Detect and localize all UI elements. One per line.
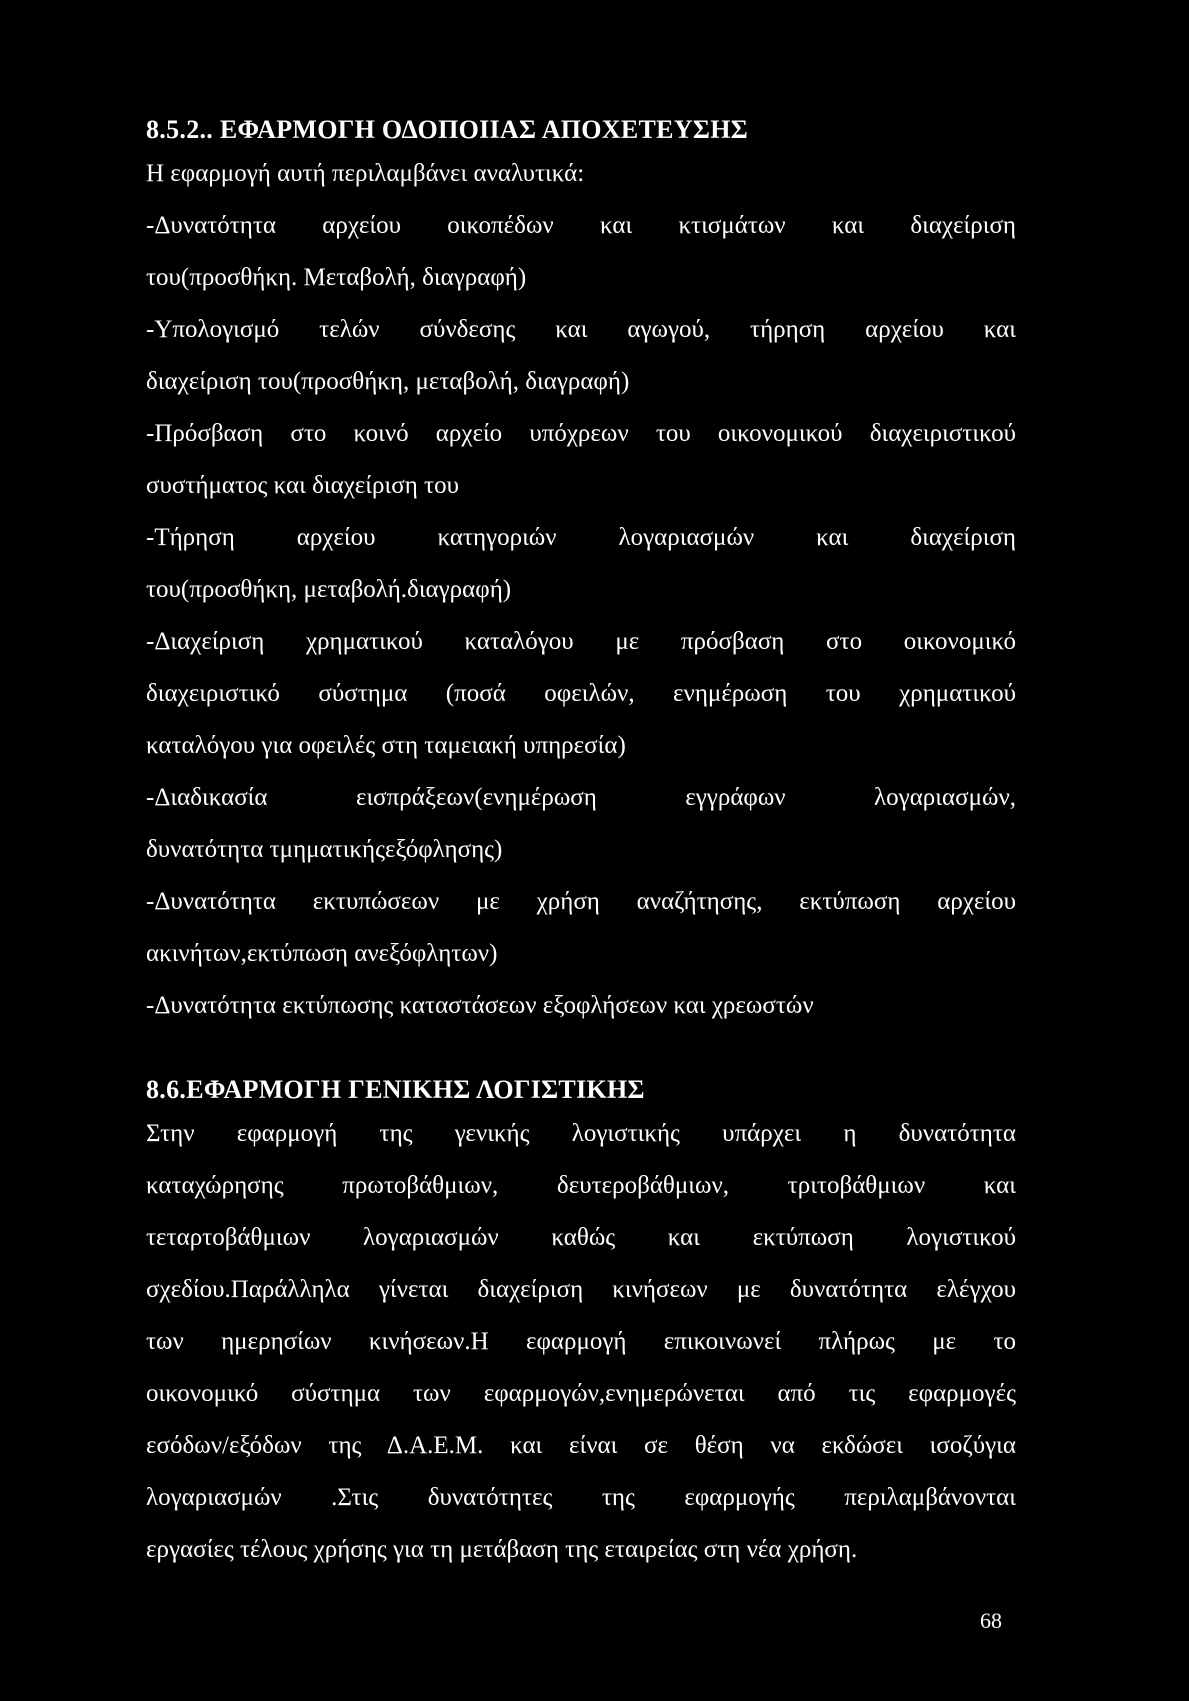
body-line: καταλόγου για οφειλές στη ταμειακή υπηρεσία) <box>146 732 626 759</box>
body-line: του(προσθήκη. Μεταβολή, διαγραφή) <box>146 264 527 291</box>
section-body <box>146 1108 1016 1576</box>
section-general-accounting <box>146 1072 1016 1576</box>
body-line: -Πρόσβαση στο κοινό αρχείο υπόχρεων του οικονομικού διαχειριστικού <box>146 420 1016 447</box>
body-line: Η εφαρμογή αυτή περιλαμβάνει αναλυτικά: <box>146 160 585 187</box>
body-line: σχεδίου.Παράλληλα γίνεται διαχείριση κινήσεων με δυνατότητα ελέγχου <box>146 1276 1016 1303</box>
body-line: -Διαχείριση χρηματικού καταλόγου με πρόσβαση στο οικονομικό <box>146 628 1016 655</box>
body-line: οικονομικό σύστημα των εφαρμογών,ενημερώνεται από τις εφαρμογές <box>146 1380 1016 1407</box>
section-body <box>146 148 1016 1032</box>
body-line: διαχειριστικό σύστημα (ποσά οφειλών, ενημέρωση του χρηματικού <box>146 680 1016 707</box>
body-line: -Δυνατότητα εκτύπωσης καταστάσεων εξοφλήσεων και χρεωστών <box>146 992 814 1019</box>
body-line: -Δυνατότητα αρχείου οικοπέδων και κτισμάτων και διαχείριση <box>146 212 1016 239</box>
body-line: -Τήρηση αρχείου κατηγοριών λογαριασμών και διαχείριση <box>146 524 1016 551</box>
body-line: συστήματος και διαχείριση του <box>146 472 459 499</box>
body-line: εσόδων/εξόδων της Δ.Α.Ε.Μ. και είναι σε θέση να εκδώσει ισοζύγια <box>146 1432 1016 1459</box>
body-line: -Διαδικασία εισπράξεων(ενημέρωση εγγράφων λογαριασμών, <box>146 784 1016 811</box>
page-number: 68 <box>980 1608 1002 1633</box>
body-line: -Δυνατότητα εκτυπώσεων με χρήση αναζήτησης, εκτύπωση αρχείου <box>146 888 1016 915</box>
body-line: δυνατότητα τμηματικήςεξόφλησης) <box>146 836 503 863</box>
body-line: ακινήτων,εκτύπωση ανεξόφλητων) <box>146 940 498 967</box>
section-heading: 8.5.2.. ΕΦΑΡΜΟΓΗ ΟΔΟΠΟΙΙΑΣ ΑΠΟΧΕΤΕΥΣΗΣ <box>146 115 749 144</box>
document-page <box>146 112 1016 1576</box>
body-line: των ημερησίων κινήσεων.Η εφαρμογή επικοινωνεί πλήρως με το <box>146 1328 1016 1355</box>
section-heading: 8.6.ΕΦΑΡΜΟΓΗ ΓΕΝΙΚΗΣ ΛΟΓΙΣΤΙΚΗΣ <box>146 1075 645 1104</box>
body-line: καταχώρησης πρωτοβάθμιων, δευτεροβάθμιων, τριτοβάθμιων και <box>146 1172 1016 1199</box>
body-line: -Υπολογισμό τελών σύνδεσης και αγωγού, τήρηση αρχείου και <box>146 316 1016 343</box>
body-line: διαχείριση του(προσθήκη, μεταβολή, διαγραφή) <box>146 368 630 395</box>
body-line: λογαριασμών .Στις δυνατότητες της εφαρμογής περιλαμβάνονται <box>146 1484 1016 1511</box>
body-line: τεταρτοβάθμιων λογαριασμών καθώς και εκτύπωση λογιστικού <box>146 1224 1016 1251</box>
section-sewerage-application <box>146 112 1016 1032</box>
body-line: Στην εφαρμογή της γενικής λογιστικής υπάρχει η δυνατότητα <box>146 1120 1016 1147</box>
body-line: του(προσθήκη, μεταβολή.διαγραφή) <box>146 576 512 603</box>
body-line: εργασίες τέλους χρήσης για τη μετάβαση της εταιρείας στη νέα χρήση. <box>146 1536 858 1563</box>
